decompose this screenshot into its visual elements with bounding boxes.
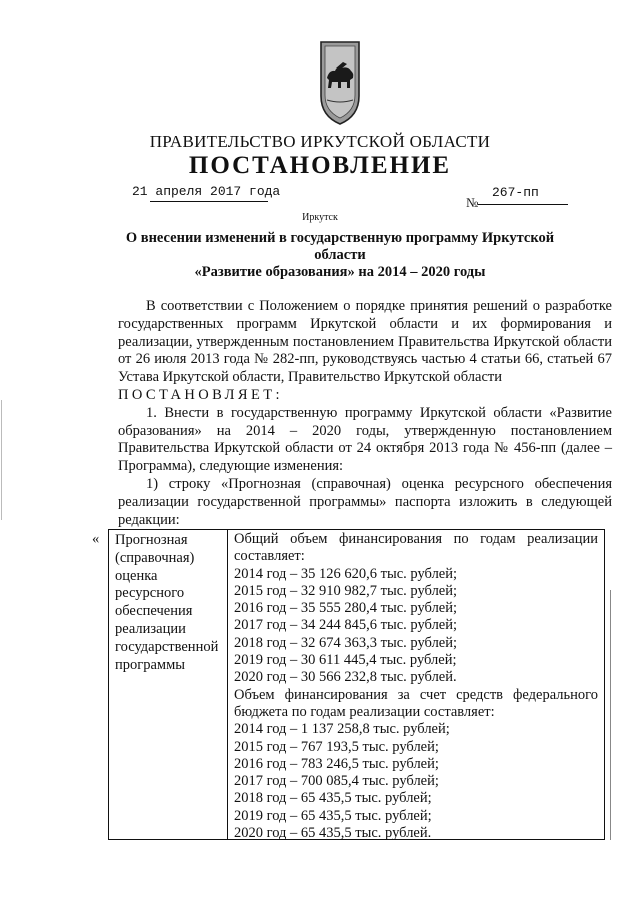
resolves-word: ПОСТАНОВЛЯЕТ: (118, 386, 283, 403)
document-heading (100, 230, 580, 281)
item-1-paragraph: 1. Внести в государственную программу Иркутской области «Развитие образования» на 2014 – 2020 годы, утвержденную постановлением Правительства Иркутской области от 24 октября 2013 года № 456-пп (далее – Программа), следующие изменения: (118, 404, 612, 475)
federal-row: 2018 год – 65 435,5 тыс. рублей; (234, 790, 432, 807)
item-1-1-paragraph: 1) строку «Прогнозная (справочная) оценка ресурсного обеспечения реализации государственной программы» паспорта изложить в следующей редакции: (118, 475, 612, 528)
city-label: Иркутск (302, 212, 338, 223)
federal-row: 2015 год – 767 193,5 тыс. рублей; (234, 738, 439, 755)
document-body (118, 298, 612, 529)
label-line: государственной (115, 638, 219, 655)
label-line: оценка (115, 567, 158, 584)
label-line: (справочная) (115, 549, 195, 566)
total-row: 2017 год – 34 244 845,6 тыс. рублей; (234, 617, 458, 634)
heading-line-1: О внесении изменений в государственную программу Иркутской области (125, 230, 555, 263)
federal-row: 2019 год – 65 435,5 тыс. рублей; (234, 807, 432, 824)
federal-heading: Объем финансирования за счет средств федерального бюджета по годам реализации составляет: (234, 686, 598, 720)
total-row: 2014 год – 35 126 620,6 тыс. рублей; (234, 565, 458, 582)
scan-edge-mark (610, 590, 611, 840)
federal-rows (234, 721, 598, 842)
federal-row: 2016 год – 783 246,5 тыс. рублей; (234, 755, 439, 772)
number-underline (478, 204, 568, 205)
label-lines (109, 530, 228, 676)
federal-row: 2020 год – 65 435,5 тыс. рублей. (234, 825, 432, 842)
label-line: программы (115, 656, 185, 673)
number-label: № (466, 195, 479, 210)
document-number: 267-пп (492, 185, 539, 200)
value-lines (228, 530, 604, 843)
date-underline (150, 201, 268, 202)
federal-row: 2014 год – 1 137 258,8 тыс. рублей; (234, 721, 450, 738)
table-value-cell (227, 529, 605, 840)
government-title: ПРАВИТЕЛЬСТВО ИРКУТСКОЙ ОБЛАСТИ (149, 132, 491, 151)
total-row: 2020 год – 30 566 232,8 тыс. рублей. (234, 669, 457, 686)
total-row: 2015 год – 32 910 982,7 тыс. рублей; (234, 582, 458, 599)
preamble-paragraph: В соответствии с Положением о порядке принятия решений о разработке государственных программ Иркутской области и их формирования и реализации, утвержденным постановлением Правительства Иркутской области от 26 июля 2013 года № 282-пп, руководствуясь частью 4 статьи 66, статьей 67 Устава Иркутской области, Правительство Иркутской области (118, 298, 612, 386)
opening-quote: « (92, 531, 100, 547)
passport-table (108, 529, 604, 842)
total-row: 2019 год – 30 611 445,4 тыс. рублей; (234, 652, 457, 669)
scan-edge-mark-left (1, 400, 2, 520)
label-line: реализации (115, 620, 186, 637)
label-line: Прогнозная (115, 532, 188, 548)
document-type: ПОСТАНОВЛЕНИЕ (188, 152, 452, 179)
total-rows (234, 566, 598, 687)
label-line: обеспечения (115, 603, 193, 620)
label-line: ресурсного (115, 585, 185, 602)
federal-row: 2017 год – 700 085,4 тыс. рублей; (234, 773, 439, 790)
document-date: 21 апреля 2017 года (132, 184, 281, 199)
table-label-cell (108, 529, 228, 840)
coat-of-arms-icon (317, 40, 363, 126)
heading-line-2: «Развитие образования» на 2014 – 2020 годы (194, 264, 486, 280)
total-row: 2018 год – 32 674 363,3 тыс. рублей; (234, 634, 458, 651)
total-row: 2016 год – 35 555 280,4 тыс. рублей; (234, 600, 458, 617)
total-heading: Общий объем финансирования по годам реализации составляет: (234, 531, 598, 565)
